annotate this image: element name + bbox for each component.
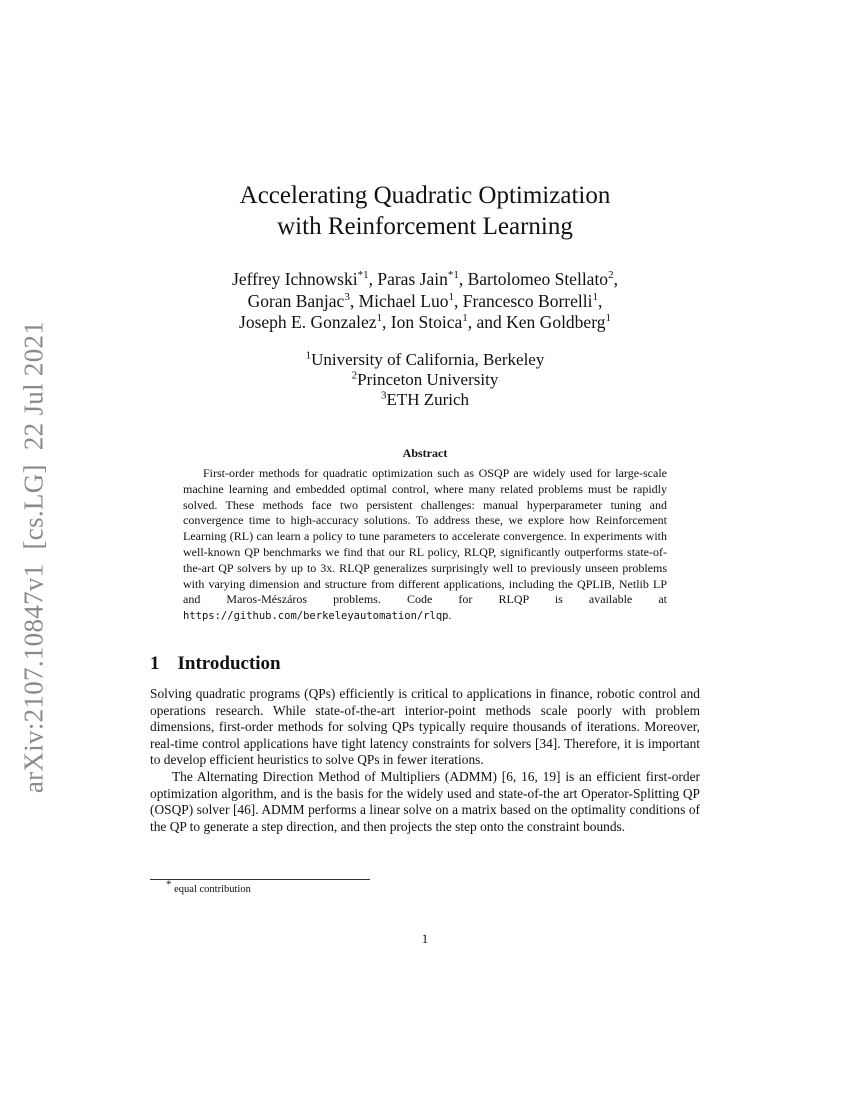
section-title: Introduction <box>177 653 281 674</box>
author: Paras Jain <box>377 269 448 289</box>
author-affil-mark: 1 <box>462 312 468 325</box>
code-url-link[interactable]: https://github.com/berkeleyautomation/rlqp <box>183 610 449 623</box>
abstract-text <box>183 466 667 625</box>
author: Francesco Borrelli <box>462 290 593 311</box>
body-paragraph: Solving quadratic programs (QPs) efficiently is critical to applications in finance, robotic control and operations research. While state-of-the-art interior-point methods scale poorly with problem dimensions, first-order methods for solving QPs typically require thousands of iterations. Moreover, real-time control applications have tight latency constraints for solvers [34]. Therefore, it is important to develop efficient heuristics to solve QPs in fewer iterations. <box>150 686 700 768</box>
affiliation-mark: 3 <box>380 389 387 402</box>
author: Jeffrey Ichnowski <box>232 269 358 289</box>
arxiv-date: 22 Jul 2021 <box>18 320 49 451</box>
affiliation-name: Princeton University <box>357 370 499 389</box>
author-list: Jeffrey Ichnowski$^{*1}$, Paras Jain$^{*1}$, Bartolomeo Stellato$^2$, Goran Banjac$^3$, Michael Luo$^1$, Francesco Borrelli$^1$, Joseph E. Gonzalez$^1$, Ion Stoica$^1$, and Ken Goldberg$^1$ <box>232 269 618 332</box>
affiliation-mark: 2 <box>351 369 358 382</box>
author: Ion Stoica <box>390 312 463 332</box>
affiliation <box>150 370 700 390</box>
author: Ken Goldberg <box>506 312 606 332</box>
author: Goran Banjac <box>247 290 345 311</box>
author: Michael Luo <box>358 290 449 311</box>
author: Bartolomeo Stellato <box>467 269 609 289</box>
section-number: 1 <box>150 653 160 674</box>
affiliation-mark: 1 <box>305 349 312 362</box>
author-affil-mark: 1 <box>448 290 454 303</box>
author-affil-mark: 3 <box>344 290 350 303</box>
affiliation-name: University of California, Berkeley <box>311 350 545 369</box>
footnote <box>166 878 251 895</box>
author-affil-mark: 2 <box>608 269 614 282</box>
title-line-1: Accelerating Quadratic Optimization <box>239 182 611 209</box>
section-heading <box>150 653 281 675</box>
abstract-heading: Abstract <box>402 446 448 460</box>
footnote-mark: * <box>166 878 172 891</box>
paper-title <box>150 180 700 242</box>
affiliations <box>150 350 700 410</box>
arxiv-category: [cs.LG] <box>18 464 49 550</box>
abstract-paragraph: First-order methods for quadratic optimization such as OSQP are widely used for large-scale machine learning and embedded optimal control, where many related problems must be rapidly solved. These methods face two persistent challenges: manual hyperparameter tuning and convergence time to high-accuracy solutions. To address these, we explore how Reinforcement Learning (RL) can learn a policy to tune parameters to accelerate convergence. In experiments with well-known QP benchmarks we find that our RL policy, RLQP, significantly outperforms state-of-the-art QP solvers by up to 3x. RLQP generalizes surprisingly well to previously unseen problems with varying dimension and structure from different applications, including the QPLIB, Netlib LP and Maros-Mészáros problems. Code for RLQP is available at <box>183 466 667 607</box>
title-line-2: with Reinforcement Learning <box>277 213 573 240</box>
footnote-rule <box>150 879 370 880</box>
author: Joseph E. Gonzalez <box>239 312 377 332</box>
affiliation-name: ETH Zurich <box>386 390 470 409</box>
arxiv-id: arXiv:2107.10847v1 <box>18 563 49 794</box>
page-number: 1 <box>421 931 429 946</box>
author-affil-mark: 1 <box>592 290 598 303</box>
introduction-body <box>150 686 700 835</box>
arxiv-identifier-stamp <box>19 307 50 793</box>
footnote-text: equal contribution <box>174 884 251 895</box>
author-affil-mark: 1 <box>605 312 611 325</box>
body-paragraph: The Alternating Direction Method of Multipliers (ADMM) [6, 16, 19] is an efficient first-order optimization algorithm, and is the basis for the widely used and state-of-the art Operator-Splitting QP (OSQP) solver [46]. ADMM performs a linear solve on a matrix based on the optimality conditions of the QP to generate a step direction, and then projects the step onto the constraint bounds. <box>150 768 700 834</box>
affiliation <box>150 390 700 410</box>
abstract-end-punct: . <box>448 608 452 623</box>
author-affil-mark: *1 <box>357 269 369 282</box>
author-affil-mark: 1 <box>376 312 383 325</box>
author-affil-mark: *1 <box>447 269 459 282</box>
author-conjunction: and <box>476 312 502 332</box>
affiliation <box>150 350 700 370</box>
